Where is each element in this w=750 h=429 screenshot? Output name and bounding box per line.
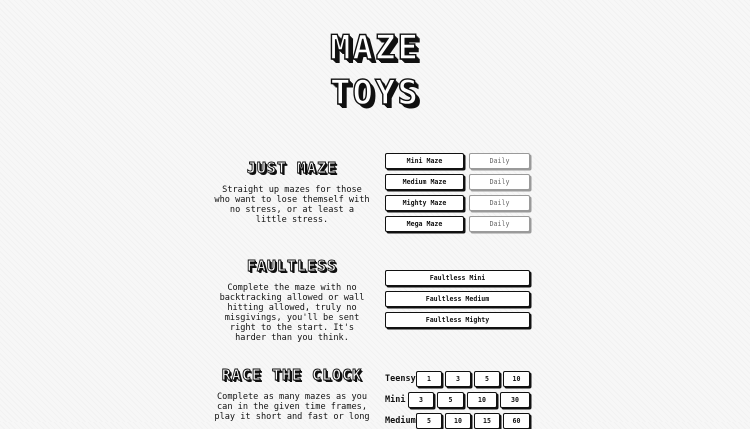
teensy-row-label: Teensy — [385, 374, 416, 384]
faultless-medium-button[interactable]: Faultless Medium — [385, 291, 530, 307]
race-the-clock-description: Complete as many mazes as you can in the given time frames, play it short and fast or long — [214, 392, 370, 422]
medium-maze-daily-button[interactable]: Daily — [469, 174, 530, 190]
race-the-clock-heading: RACE THE CLOCK — [221, 366, 363, 384]
faultless-mini-button[interactable]: Faultless Mini — [385, 270, 530, 286]
app-title-line1: MAZE — [330, 28, 420, 68]
faultless-mighty-button[interactable]: Faultless Mighty — [385, 312, 530, 328]
teensy-time-button[interactable]: 3 — [445, 371, 471, 387]
medium-maze-button[interactable]: Medium Maze — [385, 174, 464, 190]
teensy-time-button[interactable]: 5 — [474, 371, 500, 387]
mega-maze-daily-button[interactable]: Daily — [469, 216, 530, 232]
mini-time-button[interactable]: 30 — [500, 392, 530, 408]
teensy-time-button[interactable]: 10 — [503, 371, 530, 387]
just-maze-description: Straight up mazes for those who want to lose themself with no stress, or at least a little stress. — [214, 185, 370, 225]
mighty-maze-daily-button[interactable]: Daily — [469, 195, 530, 211]
medium-row-label: Medium — [385, 416, 416, 426]
teensy-time-button[interactable]: 1 — [416, 371, 442, 387]
medium-time-button[interactable]: 5 — [416, 413, 442, 429]
medium-time-button[interactable]: 15 — [474, 413, 500, 429]
mighty-maze-button[interactable]: Mighty Maze — [385, 195, 464, 211]
mini-row-label: Mini — [385, 395, 406, 405]
mini-time-button[interactable]: 5 — [437, 392, 464, 408]
faultless-heading: FAULTLESS — [246, 257, 338, 275]
mega-maze-button[interactable]: Mega Maze — [385, 216, 464, 232]
just-maze-heading: JUST MAZE — [246, 159, 338, 177]
medium-time-button[interactable]: 60 — [503, 413, 530, 429]
mini-time-button[interactable]: 10 — [467, 392, 497, 408]
medium-time-button[interactable]: 10 — [445, 413, 471, 429]
app-title-line2: TOYS — [330, 73, 420, 113]
mini-maze-button[interactable]: Mini Maze — [385, 153, 464, 169]
faultless-description: Complete the maze with no backtracking allowed or wall hitting allowed, truly no misgivings, you'll be sent right to the start. It's harder than you think. — [219, 283, 365, 343]
mini-time-button[interactable]: 3 — [408, 392, 434, 408]
mini-maze-daily-button[interactable]: Daily — [469, 153, 530, 169]
